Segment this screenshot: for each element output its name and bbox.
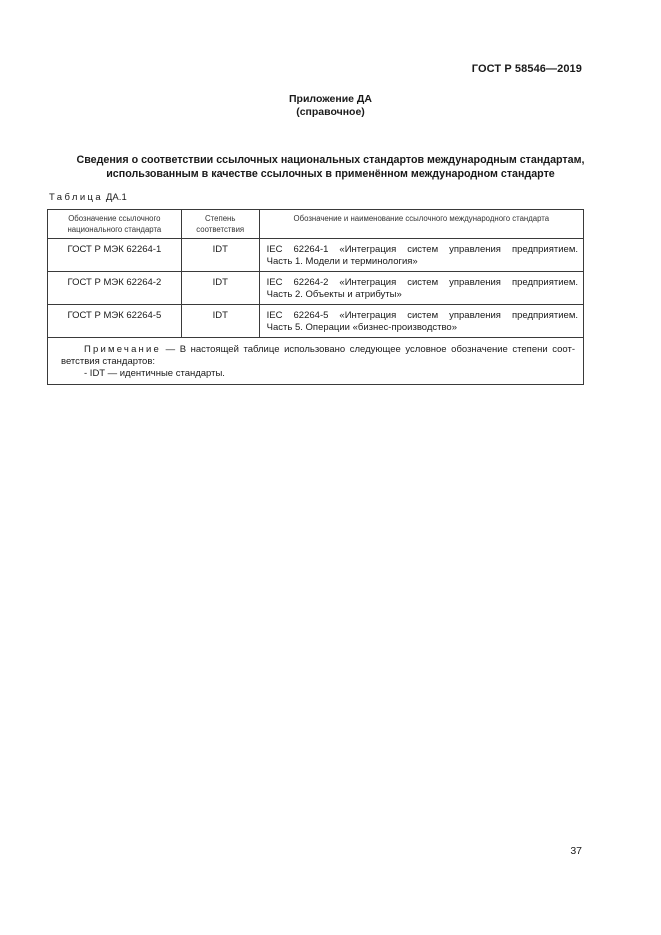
appendix-title: Приложение ДА [289, 93, 372, 105]
appendix-subtitle: (справочное) [296, 105, 365, 118]
section-title [40, 154, 621, 181]
section-title-line-2: использованным в качестве ссылочных в применённом международном стандарте [106, 167, 555, 180]
appendix-heading [0, 93, 661, 118]
section-title-line-1: Сведения о соответствии ссылочных национальных стандартов международным стандартам, [76, 154, 585, 166]
table-row [48, 305, 584, 338]
intl-standard-line-1: IEC 62264-5 «Интеграция систем управления предприятием. [266, 310, 578, 321]
note-line-3: - IDT — идентичные стандарты. [84, 368, 225, 379]
intl-standard-line-1: IEC 62264-1 «Интеграция систем управления предприятием. [266, 244, 578, 255]
cell-national-standard: ГОСТ Р МЭК 62264-1 [48, 239, 182, 272]
intl-standard-line-2: Часть 2. Объекты и атрибуты» [266, 289, 402, 300]
table-row [48, 272, 584, 305]
table-caption-word: Таблица [49, 192, 104, 203]
header-national-standard: Обозначение ссылочного национального стандарта [48, 210, 182, 239]
standards-table [47, 209, 584, 385]
page-number: 37 [570, 845, 582, 857]
note-line-1-text: — В настоящей таблице использовано следующее условное обозначение степени соот- [161, 344, 575, 355]
document-code: ГОСТ Р 58546—2019 [471, 63, 582, 75]
table-note-row [48, 338, 584, 385]
note-line-2: ветствия стандартов: [61, 356, 156, 367]
cell-national-standard: ГОСТ Р МЭК 62264-2 [48, 272, 182, 305]
table-note [48, 338, 584, 385]
header-degree: Степень соответствия [181, 210, 259, 239]
note-label: Примечание [84, 344, 161, 355]
cell-degree: IDT [181, 305, 259, 338]
table-caption [49, 192, 127, 203]
intl-standard-line-2: Часть 5. Операции «бизнес-производство» [266, 322, 457, 333]
table-header-row [48, 210, 584, 239]
header-international-standard: Обозначение и наименование ссылочного международного стандарта [259, 210, 583, 239]
table-caption-number: ДА.1 [105, 192, 127, 203]
table-row [48, 239, 584, 272]
cell-national-standard: ГОСТ Р МЭК 62264-5 [48, 305, 182, 338]
cell-degree: IDT [181, 272, 259, 305]
cell-international-standard [259, 305, 583, 338]
intl-standard-line-1: IEC 62264-2 «Интеграция систем управления предприятием. [266, 277, 578, 288]
cell-degree: IDT [181, 239, 259, 272]
cell-international-standard [259, 239, 583, 272]
cell-international-standard [259, 272, 583, 305]
intl-standard-line-2: Часть 1. Модели и терминология» [266, 256, 418, 267]
note-line-1 [61, 344, 575, 356]
